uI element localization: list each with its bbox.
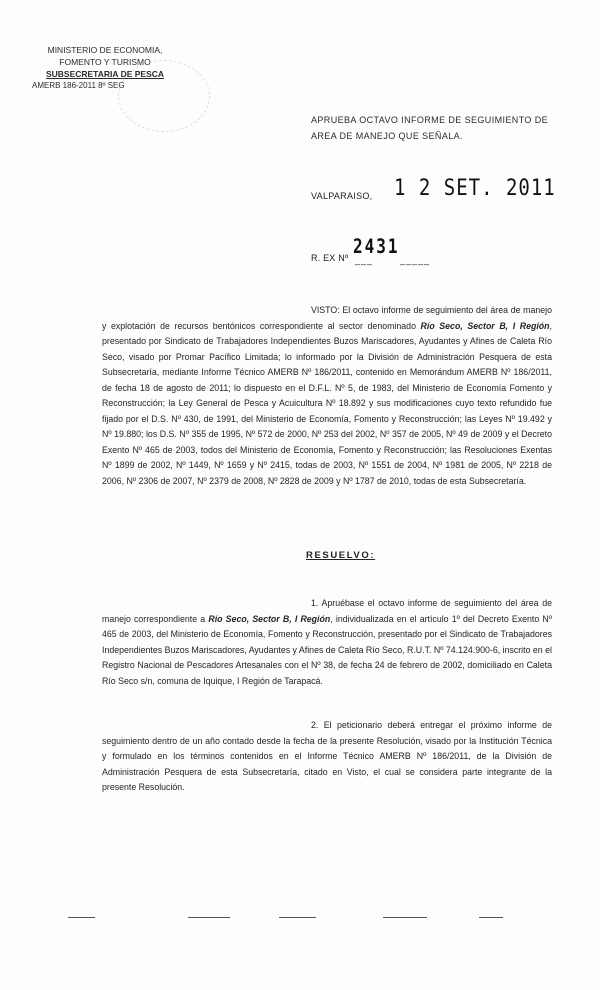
ministry-portfolio: FOMENTO Y TURISMO <box>59 57 151 67</box>
date-line <box>311 177 561 207</box>
resolution-subject: APRUEBA OCTAVO INFORME DE SEGUIMIENTO DE AREA DE MANEJO QUE SEÑALA. <box>311 115 549 141</box>
exempt-number-stamp: 2431 <box>353 235 400 258</box>
undersecretariat-name: SUBSECRETARIA DE PESCA <box>45 69 165 79</box>
item2-text: 2. El peticionario deberá entregar el próximo informe de seguimiento dentro de un año contado desde la fecha de la presente Resolución, visado por la Institución Técnica y formulado en los términos contenidos en el Informe Técnico AMERB Nº 186/2011, de la División de Administración Pesquera de esta Subsecretaría, citado en Visto, el cual se considera parte integrante de la presente Resolución. <box>102 720 552 792</box>
item1-rest: , individualizada en el artículo 1º del Decreto Exento Nº 465 de 2003, del Ministerio de Economía, Fomento y Reconstrucción, presentado por el Sindicato de Trabajadores Independientes Buzos Mariscadores, Ayudantes y Afines de Caleta Río Seco, R.U.T. Nº 74.124.900-6, inscrito en el Registro Nacional de Pescadores Artesanales con el Nº 38, de fecha 24 de febrero de 2002, domiciliado en Caleta Río Seco s/n, comuna de Iquique, I Región de Tarapacá. <box>102 613 553 686</box>
city-label: VALPARAISO, <box>311 191 373 201</box>
visto-lead: VISTO: El octavo informe de seguimiento del área de manejo y explotación de recursos bentónicos correspondiente al sector denominado <box>102 305 552 331</box>
item1-lead: 1. Apruébase el octavo informe de seguimiento del área de manejo correspondiente a <box>102 598 552 624</box>
visto-sector-name: Río Seco, Sector B, I Región <box>420 320 550 331</box>
distribution-rule-1 <box>68 917 95 918</box>
exempt-blank-1: ___ <box>355 255 374 265</box>
faded-seal <box>118 60 210 132</box>
date-stamp: 1 2 SET. 2011 <box>394 175 556 201</box>
distribution-rule-2 <box>188 917 230 918</box>
reference-code: AMERB 186-2011 8º SEG <box>32 81 125 90</box>
item1-sector-name: Río Seco, Sector B, I Región <box>208 613 331 624</box>
distribution-rule-4 <box>383 917 427 918</box>
exempt-blank-2: _____ <box>400 255 431 265</box>
exempt-resolution-number <box>311 237 511 267</box>
exempt-label: R. EX Nº <box>311 253 349 263</box>
visto-paragraph <box>102 303 552 489</box>
distribution-rule-5 <box>479 917 503 918</box>
ministry-name: MINISTERIO DE ECONOMIA, <box>47 45 163 55</box>
visto-rest: , presentado por Sindicato de Trabajadores Independientes Buzos Mariscadores, Ayudantes y Afines de Caleta Río Seco, visado por Promar Pacífico Limitada; lo informado por la División de Administración Pesquera de esta Subsecretaría, mediante Informe Técnico AMERB Nº 186/2011, contenido en Memorándum AMERB Nº 186/2011, de fecha 18 de agosto de 2011; lo dispuesto en el D.F.L. Nº 5, de 1983, del Ministerio de Economía Fomento y Reconstrucción; la Ley General de Pesca y Acuicultura Nº 18.892 y sus modificaciones cuyo texto refundido fue fijado por el D.S. Nº 430, de 1991, del Ministerio de Economía, Fomento y Reconstrucción; las Leyes Nº 19.492 y Nº 19.880; los D.S. Nº 355 de 1995, Nº 572 de 2000, Nº 253 del 2002, Nº 357 de 2005, Nº 49 de 2009 y el Decreto Exento Nº 465 de 2003, todos del Ministerio de Economía, Fomento y Reconstrucción; las Resoluciones Exentas Nº 1899 de 2002, Nº 1449, Nº 1659 y Nº 2415, todas de 2003, Nº 1551 de 2004, Nº 1981 de 2005, Nº 2218 de 2006, Nº 2306 de 2007, Nº 2379 de 2008, Nº 2828 de 2009 y Nº 1787 de 2010, todas de esta Subsecretaría. <box>102 320 552 486</box>
resolution-item-2 <box>102 718 552 796</box>
resolution-item-1 <box>102 596 552 689</box>
resuelvo-heading: RESUELVO: <box>306 550 376 561</box>
distribution-rule-3 <box>279 917 316 918</box>
